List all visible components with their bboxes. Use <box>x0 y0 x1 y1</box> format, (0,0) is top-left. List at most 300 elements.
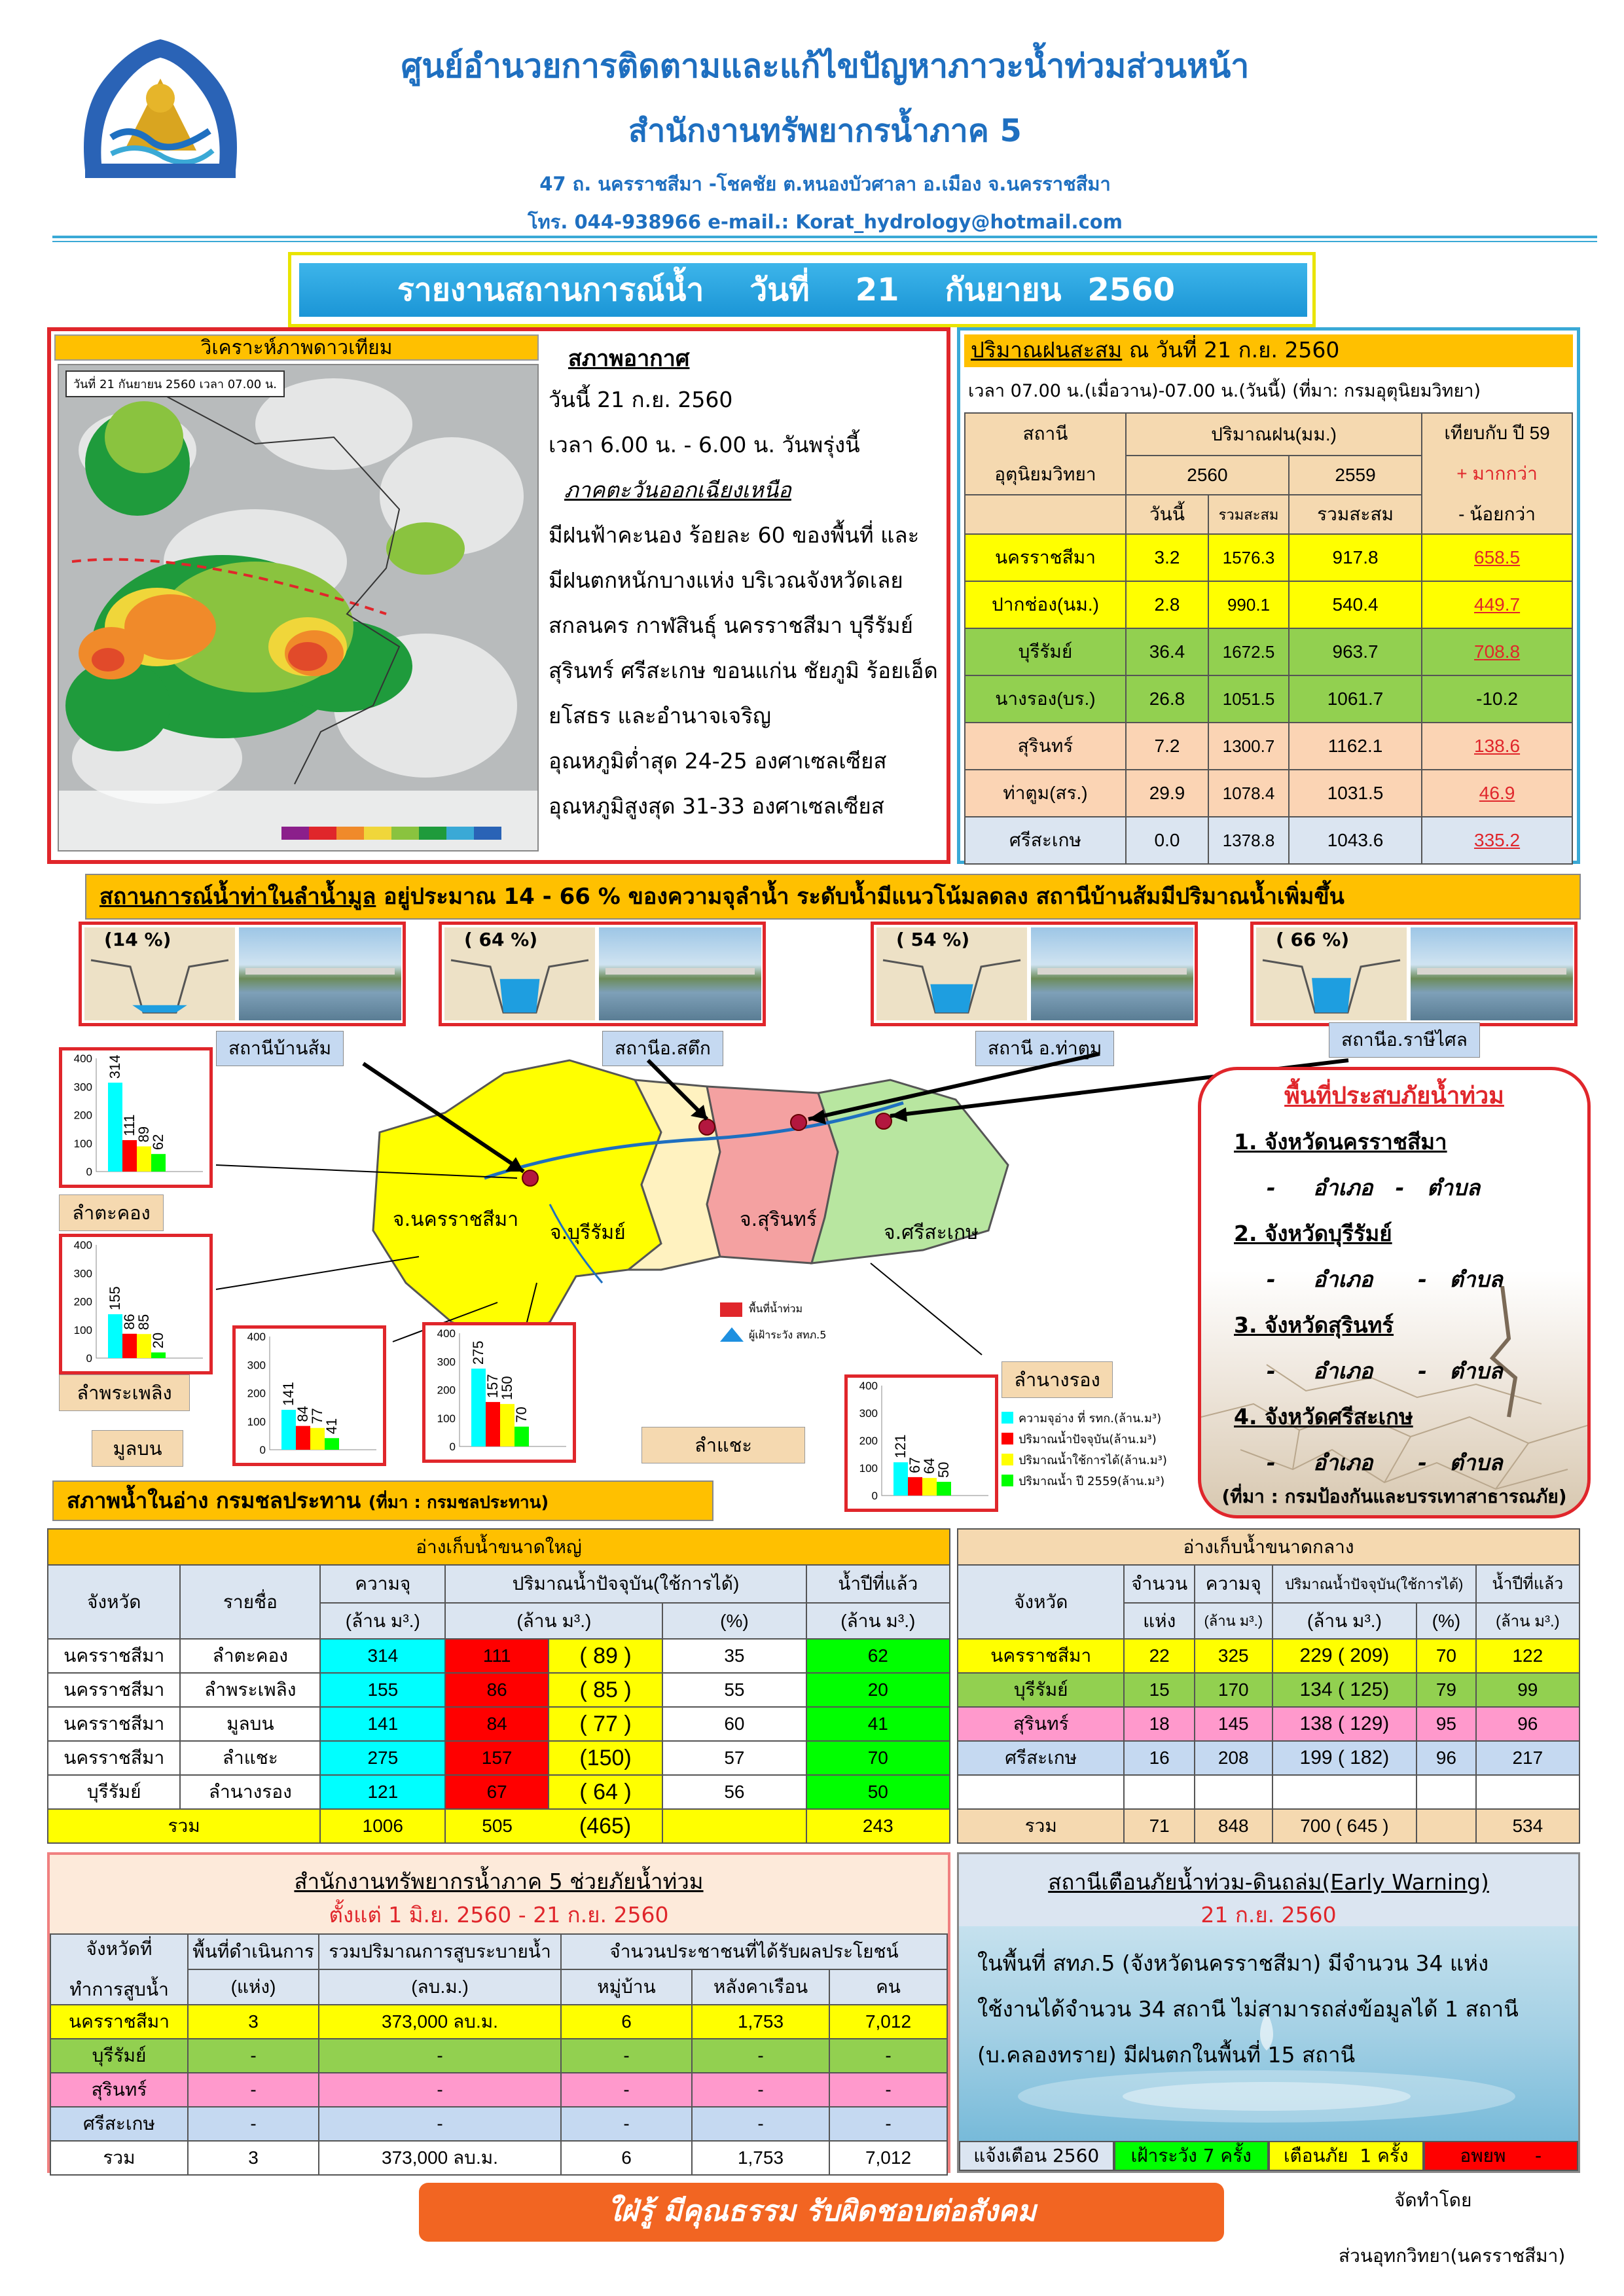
warning-line: ในพื้นที่ สทภ.5 (จังหวัดนครราชสีมา) มีจำนวน 34 แห่ง <box>977 1950 1489 1976</box>
flood-province: 3. จังหวัดสุรินทร์ <box>1234 1312 1394 1338</box>
cell-last: 41 <box>806 1707 950 1741</box>
cell-people: 7,012 <box>829 2005 947 2039</box>
large-reservoir-title: อ่างเก็บน้ำขนาดใหญ่ <box>48 1529 950 1565</box>
flood-province: 1. จังหวัดนครราชสีมา <box>1234 1129 1447 1155</box>
rain-title: ปริมาณฝนสะสม <box>971 337 1123 363</box>
cell-house: - <box>692 2073 829 2107</box>
rain-cell-diff: 658.5 <box>1422 534 1572 581</box>
cell-vol: - <box>319 2107 561 2141</box>
warning-line: (บ.คลองทราย) มีฝนตกในพื้นที่ 15 สถานี <box>977 2042 1356 2068</box>
medium-reservoir-table <box>957 1528 1580 1844</box>
chart-tick-label: 200 <box>859 1435 878 1447</box>
chart-data-label: 84 <box>295 1406 311 1422</box>
chart-bar <box>310 1428 325 1450</box>
chart-tick-label: 300 <box>247 1359 266 1372</box>
rain-cell-name: ท่าตูม(สร.) <box>965 770 1126 817</box>
chart-svg <box>425 1325 573 1460</box>
chart-bar <box>108 1314 122 1358</box>
cell-area: 3 <box>188 2005 319 2039</box>
chart-bar <box>325 1438 339 1450</box>
help-row <box>50 2039 947 2073</box>
chart-tick-label: 100 <box>73 1137 92 1150</box>
reservoir-chart <box>59 1047 213 1188</box>
chart-tick-label: 400 <box>859 1380 878 1392</box>
warning-panel <box>957 1852 1580 2173</box>
large-reservoir-row <box>48 1673 950 1707</box>
cell-house: 1,753 <box>692 2005 829 2039</box>
reservoir-title-bar <box>52 1480 713 1521</box>
cell-people: - <box>829 2107 947 2141</box>
help-row <box>50 2073 947 2107</box>
flood-detail: - อำเภอ - ตำบล <box>1267 1450 1503 1475</box>
cell-pct: 79 <box>1416 1673 1475 1707</box>
mcol-count: จำนวน <box>1124 1565 1194 1603</box>
col-unit-last: (ล้าน ม³.) <box>806 1603 950 1639</box>
cell-village: - <box>561 2073 692 2107</box>
col-last: น้ำปีที่แล้ว <box>806 1565 950 1603</box>
chart-tick-label: 200 <box>437 1384 456 1397</box>
mun-banner-head: สถานการณ์น้ำท่าในลำน้ำมูล <box>99 884 376 910</box>
medium-reservoir-title: อ่างเก็บน้ำขนาดกลาง <box>958 1529 1579 1565</box>
help-row <box>50 2005 947 2039</box>
flood-detail: - อำเภอ - ตำบล <box>1267 1358 1503 1384</box>
legend-label: ปริมาณน้ำ ปี 2559(ล้าน.ม³) <box>1019 1474 1165 1488</box>
station-capacity-pct: ( 54 %) <box>896 929 970 950</box>
legend-item <box>1001 1428 1224 1449</box>
medium-reservoir-row <box>958 1673 1579 1707</box>
chart-bar <box>137 1147 151 1172</box>
col-unit-cur: (ล้าน ม³.) <box>445 1603 662 1639</box>
chart-tick-label: 200 <box>73 1295 92 1308</box>
rain-cell-diff: 449.7 <box>1422 581 1572 628</box>
cell-name: ลำนางรอง <box>180 1775 320 1809</box>
warning-status-cell: เฝ้าระวัง 7 ครั้ง <box>1114 2141 1269 2171</box>
cell-use: ( 85 ) <box>549 1673 662 1707</box>
flood-province: 2. จังหวัดบุรีรัมย์ <box>1234 1221 1392 1246</box>
cell-last: 99 <box>1476 1673 1579 1707</box>
chart-bar <box>514 1427 529 1446</box>
cell-cur: 86 <box>445 1673 548 1707</box>
large-reservoir-row <box>48 1775 950 1809</box>
rain-cell-today: 26.8 <box>1126 675 1208 723</box>
reservoir-chart <box>422 1322 576 1463</box>
rain-cell-cum: 1378.8 <box>1208 817 1289 864</box>
cell-prov: ศรีสะเกษ <box>958 1741 1124 1775</box>
mcol-unit: (ล้าน ม³.) <box>1195 1603 1272 1639</box>
weather-region: ภาคตะวันออกเฉียงเหนือ <box>564 477 791 503</box>
help-period: ตั้งแต่ 1 มิ.ย. 2560 - 21 ก.ย. 2560 <box>329 1902 669 1928</box>
mcol-cur: ปริมาณน้ำปัจจุบัน(ใช้การได้) <box>1272 1565 1476 1603</box>
warning-status-cell: อพยพ - <box>1424 2141 1579 2171</box>
chart-bar <box>151 1154 166 1172</box>
map-label-nakhon-ratchasima: จ.นครราชสีมา <box>393 1208 519 1231</box>
rain-cell-diff: 708.8 <box>1422 628 1572 675</box>
chart-bar <box>922 1478 937 1496</box>
cell-cur: 111 <box>445 1639 548 1673</box>
cell-cap: 275 <box>320 1741 445 1775</box>
chart-bar <box>296 1426 310 1450</box>
station-capacity-pct: ( 64 %) <box>464 929 538 950</box>
cell-cap: 141 <box>320 1707 445 1741</box>
medium-reservoir-row <box>958 1741 1579 1775</box>
cell-name: มูลบน <box>180 1707 320 1741</box>
rain-cell-today: 7.2 <box>1126 723 1208 770</box>
cell-prov: บุรีรัมย์ <box>48 1775 180 1809</box>
weather-line: สกลนคร กาฬสินธุ์ นครราชสีมา บุรีรัมย์ <box>549 613 914 638</box>
made-by-dept: ส่วนอุทกวิทยา(นครราชสีมา) <box>1339 2245 1566 2267</box>
legend-label: ความจุอ่าง ที่ รทก.(ล้าน.ม³) <box>1019 1411 1162 1426</box>
weather-line: อุณหภูมิสูงสุด 31-33 องศาเซลเซียส <box>549 793 884 819</box>
report-date-label: วันที่ <box>749 272 810 308</box>
large-reservoir-table <box>47 1528 950 1844</box>
col-pct: (%) <box>662 1603 806 1639</box>
medium-reservoir-row <box>958 1639 1579 1673</box>
chart-bar <box>281 1410 296 1450</box>
col-name: รายชื่อ <box>180 1565 320 1639</box>
org-contact: โทร. 044-938966 e-mail.: Korat_hydrology@hotmail.com <box>528 211 1123 233</box>
rain-header-cum-2559: รวมสะสม <box>1289 495 1422 534</box>
rain-cell-prev: 963.7 <box>1289 628 1422 675</box>
chart-data-label: 77 <box>309 1408 325 1424</box>
rain-cell-prev: 1162.1 <box>1289 723 1422 770</box>
cell-vol: - <box>319 2073 561 2107</box>
rain-cell-cum: 1672.5 <box>1208 628 1289 675</box>
mcol-count2: แห่ง <box>1124 1603 1194 1639</box>
col-prov: จังหวัด <box>48 1565 180 1639</box>
cell-count: 18 <box>1124 1707 1194 1741</box>
cell-village: - <box>561 2107 692 2141</box>
rain-cell-cum: 1576.3 <box>1208 534 1289 581</box>
cell-cur: 229 ( 209) <box>1272 1639 1417 1673</box>
cell-prov: ศรีสะเกษ <box>50 2107 188 2141</box>
chart-bar <box>122 1334 137 1358</box>
mcol-pct: (%) <box>1416 1603 1475 1639</box>
chart-svg <box>62 1237 209 1371</box>
org-line-2: สำนักงานทรัพยากรน้ำภาค 5 <box>628 113 1022 149</box>
cell-vol: 373,000 ลบ.ม. <box>319 2005 561 2039</box>
cell-cur: 157 <box>445 1741 548 1775</box>
chart-tick-label: 300 <box>73 1081 92 1094</box>
org-line-1: ศูนย์อำนวยการติดตามและแก้ไขปัญหาภาวะน้ำท่วมส่วนหน้า <box>401 47 1250 85</box>
rain-cell-diff: 138.6 <box>1422 723 1572 770</box>
large-reservoir-row <box>48 1639 950 1673</box>
cell-cap: 314 <box>320 1639 445 1673</box>
satellite-timestamp: วันที่ 21 กันยายน 2560 เวลา 07.00 น. <box>65 370 285 397</box>
rain-cell-diff: 335.2 <box>1422 817 1572 864</box>
chart-tick-label: 100 <box>247 1415 266 1428</box>
chart-tick-label: 400 <box>73 1239 92 1251</box>
chart-data-label: 157 <box>484 1374 501 1399</box>
cell-area: - <box>188 2107 319 2141</box>
cell-cap: 325 <box>1195 1639 1272 1673</box>
cell-prov: สุรินทร์ <box>958 1707 1124 1741</box>
rain-cell-diff: -10.2 <box>1422 675 1572 723</box>
chart-data-label: 141 <box>280 1382 297 1407</box>
weather-line: อุณหภูมิต่ำสุด 24-25 องศาเซลเซียส <box>549 748 887 774</box>
legend-swatch <box>1001 1412 1013 1424</box>
slogan-banner: ใฝ่รู้ มีคุณธรรม รับผิดชอบต่อสังคม <box>419 2183 1224 2242</box>
chart-svg <box>848 1378 995 1509</box>
flood-detail: - อำเภอ - ตำบล <box>1267 1175 1481 1200</box>
large-total-row: รวม 1006 505 (465) 243 <box>48 1809 950 1843</box>
map-label-surin: จ.สุรินทร์ <box>740 1208 817 1231</box>
rain-cell-name: ปากช่อง(นม.) <box>965 581 1126 628</box>
legend-label: ปริมาณน้ำใช้การได้(ล้าน.ม³) <box>1019 1453 1167 1467</box>
rain-cell-prev: 917.8 <box>1289 534 1422 581</box>
legend-swatch <box>1001 1454 1013 1465</box>
cell-people: - <box>829 2039 947 2073</box>
chart-label-lamtakhong: ลำตะคอง <box>59 1194 164 1231</box>
rain-cell-prev: 1031.5 <box>1289 770 1422 817</box>
cell-count: 16 <box>1124 1741 1194 1775</box>
station-name: สถานีบ้านส้ม <box>216 1031 344 1066</box>
cell-pct: 70 <box>1416 1639 1475 1673</box>
chart-data-label: 62 <box>150 1134 166 1151</box>
cell-house: - <box>692 2039 829 2073</box>
help-table: จังหวัดที่ ทำการสูบน้ำ พื้นที่ดำเนินการ รวมปริมาณการสูบระบายน้ำ จำนวนประชาชนที่ได้รับผลประโยชน์ (แห่ง) (ลบ.ม.) หมู่บ้าน หลังคาเรือน คน นครราชสีมา 3 373,000 ลบ.ม. 6 1,753 7,012 บุรีรัมย์ - - - - - สุรินทร์ - - - - - ศรีสะเกษ - - - - - รวม 3 373,000 ลบ.ม. 6 1,753 7,012 <box>50 1933 948 2176</box>
map-label-sisaket: จ.ศรีสะเกษ <box>884 1221 979 1244</box>
rain-cell-name: นางรอง(บร.) <box>965 675 1126 723</box>
rain-cell-name: ศรีสะเกษ <box>965 817 1126 864</box>
cell-use: ( 64 ) <box>549 1775 662 1809</box>
satellite-title: วิเคราะห์ภาพดาวเทียม <box>54 334 539 361</box>
cell-cur: 199 ( 182) <box>1272 1741 1417 1775</box>
cell-name: ลำพระเพลิง <box>180 1673 320 1707</box>
cell-name: ลำแชะ <box>180 1741 320 1775</box>
cell-pct: 60 <box>662 1707 806 1741</box>
chart-tick-label: 100 <box>437 1412 456 1425</box>
weather-title: สภาพอากาศ <box>568 346 690 372</box>
chart-legend <box>1001 1407 1224 1491</box>
chart-bar <box>122 1140 137 1172</box>
cell-pct: 56 <box>662 1775 806 1809</box>
station-name: สถานีอ.ราษีไศล <box>1329 1022 1480 1058</box>
chart-bar <box>137 1334 151 1358</box>
mcol-last: น้ำปีที่แล้ว <box>1476 1565 1579 1603</box>
large-reservoir-row <box>48 1741 950 1775</box>
medium-total-row: รวม 71 848 700 ( 645 ) 534 <box>958 1809 1579 1843</box>
reservoir-chart <box>844 1374 998 1512</box>
cell-pct: 57 <box>662 1741 806 1775</box>
chart-bar <box>486 1402 500 1446</box>
report-month: กันยายน <box>945 272 1062 308</box>
cell-prov: นครราชสีมา <box>50 2005 188 2039</box>
chart-tick-label: 400 <box>247 1331 266 1343</box>
chart-svg <box>62 1050 209 1185</box>
rain-cell-diff: 46.9 <box>1422 770 1572 817</box>
cell-cur: 134 ( 125) <box>1272 1673 1417 1707</box>
cell-last: 20 <box>806 1673 950 1707</box>
col-unit: (ล้าน ม³.) <box>320 1603 445 1639</box>
rain-cell-prev: 1061.7 <box>1289 675 1422 723</box>
cell-people: - <box>829 2073 947 2107</box>
rain-cell-cum: 990.1 <box>1208 581 1289 628</box>
cell-village: - <box>561 2039 692 2073</box>
cell-vol: - <box>319 2039 561 2073</box>
rain-header-station2: อุตุนิยมวิทยา <box>994 463 1096 484</box>
reservoir-chart <box>232 1325 386 1466</box>
warning-date: 21 ก.ย. 2560 <box>1200 1902 1337 1928</box>
chart-bar <box>500 1404 514 1446</box>
help-total-row: รวม 3 373,000 ลบ.ม. 6 1,753 7,012 <box>50 2141 947 2175</box>
weather-line: ยโสธร และอำนาจเจริญ <box>549 703 772 728</box>
reservoir-source: (ที่มา : กรมชลประทาน) <box>368 1493 549 1513</box>
help-title: สำนักงานทรัพยากรน้ำภาค 5 ช่วยภัยน้ำท่วม <box>294 1869 704 1894</box>
warning-status-cell: แจ้งเตือน 2560 <box>959 2141 1114 2171</box>
chart-tick-label: 0 <box>259 1444 266 1456</box>
col-cur: ปริมาณน้ำปัจจุบัน(ใช้การได้) <box>445 1565 806 1603</box>
cell-pct: 55 <box>662 1673 806 1707</box>
rain-header-cum: รวมสะสม <box>1208 495 1289 534</box>
chart-tick-label: 0 <box>449 1441 456 1453</box>
help-row <box>50 2107 947 2141</box>
map-label-buriram: จ.บุรีรัมย์ <box>550 1221 626 1244</box>
rain-cell-today: 29.9 <box>1126 770 1208 817</box>
chart-bar <box>108 1083 122 1172</box>
cell-prov: บุรีรัมย์ <box>958 1673 1124 1707</box>
warning-line: ใช้งานได้จำนวน 34 สถานี ไม่สามารถส่งข้อมูลได้ 1 สถานี <box>977 1996 1519 2022</box>
large-reservoir-row <box>48 1707 950 1741</box>
chart-data-label: 86 <box>121 1314 137 1330</box>
legend-swatch <box>1001 1475 1013 1486</box>
chart-tick-label: 0 <box>871 1490 878 1502</box>
cell-last: 122 <box>1476 1639 1579 1673</box>
rain-subtitle: เวลา 07.00 น.(เมื่อวาน)-07.00 น.(วันนี้) (ที่มา: กรมอุตุนิยมวิทยา) <box>968 381 1481 401</box>
cell-prov: บุรีรัมย์ <box>50 2039 188 2073</box>
cell-use: (150) <box>549 1741 662 1775</box>
station-capacity-pct: ( 66 %) <box>1276 929 1350 950</box>
cell-last: 217 <box>1476 1741 1579 1775</box>
flood-detail: - อำเภอ - ตำบล <box>1267 1266 1503 1292</box>
chart-data-label: 70 <box>513 1407 530 1423</box>
report-year: 2560 <box>1087 272 1175 308</box>
station-name: สถานี อ.ท่าตูม <box>975 1031 1114 1066</box>
chart-data-label: 121 <box>892 1434 909 1459</box>
chart-data-label: 89 <box>135 1126 152 1143</box>
rain-header-2560: 2560 <box>1126 456 1289 495</box>
cell-last: 50 <box>806 1775 950 1809</box>
rain-cell-today: 36.4 <box>1126 628 1208 675</box>
cell-pct: 95 <box>1416 1707 1475 1741</box>
made-by-label: จัดทำโดย <box>1394 2189 1472 2211</box>
chart-data-label: 50 <box>935 1462 952 1478</box>
chart-tick-label: 200 <box>73 1109 92 1122</box>
cell-cur: 138 ( 129) <box>1272 1707 1417 1741</box>
org-address: 47 ถ. นครราชสีมา -โชคชัย ต.หนองบัวศาลา อ.เมือง จ.นครราชสีมา <box>539 173 1111 195</box>
rain-header-today: วันนี้ <box>1126 495 1208 534</box>
rain-cell-name: สุรินทร์ <box>965 723 1126 770</box>
chart-tick-label: 100 <box>859 1462 878 1475</box>
chart-data-label: 150 <box>499 1376 515 1401</box>
chart-label-mulbon: มูลบน <box>92 1430 183 1467</box>
cell-pct: 96 <box>1416 1741 1475 1775</box>
cell-prov: นครราชสีมา <box>48 1741 180 1775</box>
mcol-unit-last: (ล้าน ม³.) <box>1476 1603 1579 1639</box>
station-name: สถานีอ.สตึก <box>602 1031 723 1066</box>
flood-area-panel <box>1198 1067 1591 1518</box>
chart-data-label: 111 <box>121 1114 137 1136</box>
legend-item <box>1001 1407 1224 1428</box>
cell-cap: 121 <box>320 1775 445 1809</box>
help-panel <box>47 1852 950 2173</box>
chart-label-lamphraphloeng: ลำพระเพลิง <box>59 1374 190 1411</box>
weather-line: มีฝนฟ้าคะนอง ร้อยละ 60 ของพื้นที่ และ <box>549 522 920 548</box>
cell-pct: 35 <box>662 1639 806 1673</box>
station-capacity-pct: (14 %) <box>104 929 171 950</box>
chart-tick-label: 0 <box>86 1166 92 1178</box>
rain-header-compare: เทียบกับ ปี 59 <box>1444 422 1550 443</box>
map-legend-station: ผู้เฝ้าระวัง สทภ.5 <box>749 1329 827 1341</box>
chart-tick-label: 300 <box>859 1407 878 1420</box>
cell-cap: 145 <box>1195 1707 1272 1741</box>
weather-line: มีฝนตกหนักบางแห่ง บริเวณจังหวัดเลย <box>549 567 903 593</box>
rain-cell-cum: 1051.5 <box>1208 675 1289 723</box>
chart-data-label: 41 <box>323 1418 340 1435</box>
cell-village: 6 <box>561 2005 692 2039</box>
rain-cell-name: นครราชสีมา <box>965 534 1126 581</box>
chart-data-label: 67 <box>907 1457 923 1473</box>
rain-header-amount: ปริมาณฝน(มม.) <box>1126 413 1422 456</box>
cell-count: 15 <box>1124 1673 1194 1707</box>
mcol-cap: ความจุ <box>1195 1565 1272 1603</box>
mcol-prov: จังหวัด <box>958 1565 1124 1639</box>
rain-cell-prev: 540.4 <box>1289 581 1422 628</box>
rain-cell-cum: 1078.4 <box>1208 770 1289 817</box>
cell-prov: นครราชสีมา <box>48 1639 180 1673</box>
rain-header-station: สถานี <box>1022 423 1068 444</box>
cell-prov: นครราชสีมา <box>48 1707 180 1741</box>
cell-cap: 155 <box>320 1673 445 1707</box>
report-day: 21 <box>855 272 899 308</box>
chart-bar <box>937 1482 951 1496</box>
chart-data-label: 20 <box>150 1332 166 1349</box>
map-legend-flood: พื้นที่น้ำท่วม <box>749 1302 803 1315</box>
warning-title: สถานีเตือนภัยน้ำท่วม-ดินถล่ม(Early Warning) <box>1048 1869 1489 1895</box>
chart-data-label: 275 <box>470 1340 486 1365</box>
cell-area: - <box>188 2039 319 2073</box>
legend-item <box>1001 1449 1224 1470</box>
rain-cell-prev: 1043.6 <box>1289 817 1422 864</box>
rain-cell-today: 2.8 <box>1126 581 1208 628</box>
flood-province: 4. จังหวัดศรีสะเกษ <box>1234 1404 1413 1429</box>
chart-label-lamchae: ลำแชะ <box>641 1427 805 1463</box>
mcol-unit-cur: (ล้าน ม³.) <box>1272 1603 1417 1639</box>
rain-header-more: + มากกว่า <box>1456 463 1538 484</box>
cell-last: 96 <box>1476 1707 1579 1741</box>
chart-svg <box>236 1329 383 1463</box>
chart-bar <box>151 1352 166 1358</box>
cell-cur: 67 <box>445 1775 548 1809</box>
reservoir-chart <box>59 1234 213 1374</box>
rain-header-less: - น้อยกว่า <box>1458 503 1536 524</box>
cell-name: ลำตะคอง <box>180 1639 320 1673</box>
cell-use: ( 77 ) <box>549 1707 662 1741</box>
chart-bar <box>893 1462 908 1496</box>
col-cap: ความจุ <box>320 1565 445 1603</box>
flood-area-title: พื้นที่ประสบภัยน้ำท่วม <box>1284 1083 1504 1109</box>
chart-data-label: 64 <box>921 1458 937 1475</box>
cell-count: 22 <box>1124 1639 1194 1673</box>
chart-data-label: 85 <box>135 1314 152 1331</box>
chart-tick-label: 100 <box>73 1323 92 1336</box>
chart-data-label: 314 <box>107 1054 123 1079</box>
chart-tick-label: 300 <box>437 1355 456 1369</box>
legend-label: ปริมาณน้ำปัจจุบัน(ล้าน.ม³) <box>1019 1432 1157 1446</box>
flood-area-source: (ที่มา : กรมป้องกันและบรรเทาสาธารณภัย) <box>1221 1486 1567 1507</box>
mun-banner-text: อยู่ประมาณ 14 - 66 % ของความจุลำน้ำ ระดับน้ำมีแนวโน้มลดลง สถานีบ้านส้มมีปริมาณน้ำเพิ่มขึ้น <box>376 884 1344 910</box>
chart-data-label: 155 <box>107 1286 123 1310</box>
warning-status-cell: เตือนภัย 1 ครั้ง <box>1269 2141 1424 2171</box>
